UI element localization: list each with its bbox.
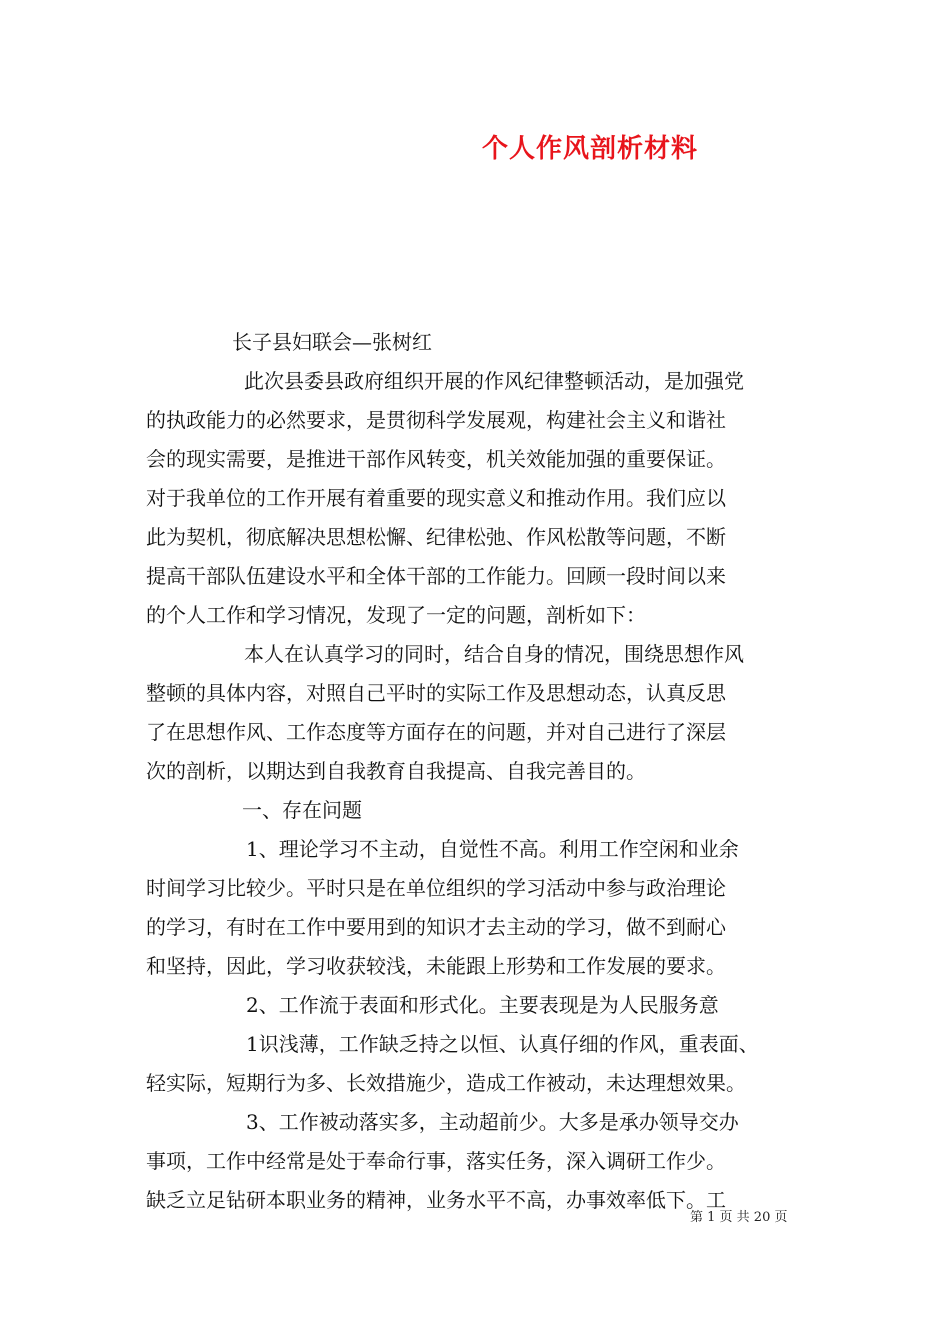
body-line: 的执政能力的必然要求，是贯彻科学发展观，构建社会主义和谐社 [146, 408, 726, 432]
body-line: 1识浅薄，工作缺乏持之以恒、认真仔细的作风，重表面、 [246, 1032, 759, 1056]
body-line: 了在思想作风、工作态度等方面存在的问题，并对自己进行了深层 [146, 720, 726, 744]
body-line: 此次县委县政府组织开展的作风纪律整顿活动，是加强党 [244, 369, 744, 393]
body-line: 的学习，有时在工作中要用到的知识才去主动的学习，做不到耐心 [146, 915, 726, 939]
body-line: 事项，工作中经常是处于奉命行事，落实任务，深入调研工作少。 [146, 1149, 726, 1173]
body-line: 本人在认真学习的同时，结合自身的情况，围绕思想作风 [244, 642, 744, 666]
body-line: 的个人工作和学习情况，发现了一定的问题，剖析如下： [146, 603, 646, 627]
page-footer: 第 1 页 共 20 页 [690, 1210, 788, 1225]
body-line: 2、工作流于表面和形式化。主要表现是为人民服务意 [246, 993, 719, 1017]
body-line: 时间学习比较少。平时只是在单位组织的学习活动中参与政治理论 [146, 876, 726, 900]
body-line: 整顿的具体内容，对照自己平时的实际工作及思想动态，认真反思 [146, 681, 726, 705]
body-line: 和坚持，因此，学习收获较浅，未能跟上形势和工作发展的要求。 [146, 954, 726, 978]
body-line: 轻实际，短期行为多、长效措施少，造成工作被动，未达理想效果。 [146, 1071, 746, 1095]
body-line: 3、工作被动落实多，主动超前少。大多是承办领导交办 [246, 1110, 739, 1134]
document-title: 个人作风剖析材料 [481, 134, 698, 164]
body-line: 此为契机，彻底解决思想松懈、纪律松弛、作风松散等问题，不断 [146, 525, 726, 549]
body-line: 提高干部队伍建设水平和全体干部的工作能力。回顾一段时间以来 [146, 564, 726, 588]
section-heading: 一、存在问题 [242, 798, 362, 822]
body-line: 次的剖析，以期达到自我教育自我提高、自我完善目的。 [146, 759, 646, 783]
body-line: 会的现实需要，是推进干部作风转变，机关效能加强的重要保证。 [146, 447, 726, 471]
author-line: 长子县妇联会—张树红 [232, 330, 432, 354]
document-body [146, 323, 810, 1220]
body-line: 对于我单位的工作开展有着重要的现实意义和推动作用。我们应以 [146, 486, 726, 510]
body-line: 1、理论学习不主动，自觉性不高。利用工作空闲和业余 [246, 837, 739, 861]
body-line: 缺乏立足钻研本职业务的精神，业务水平不高，办事效率低下。工 [146, 1188, 726, 1212]
